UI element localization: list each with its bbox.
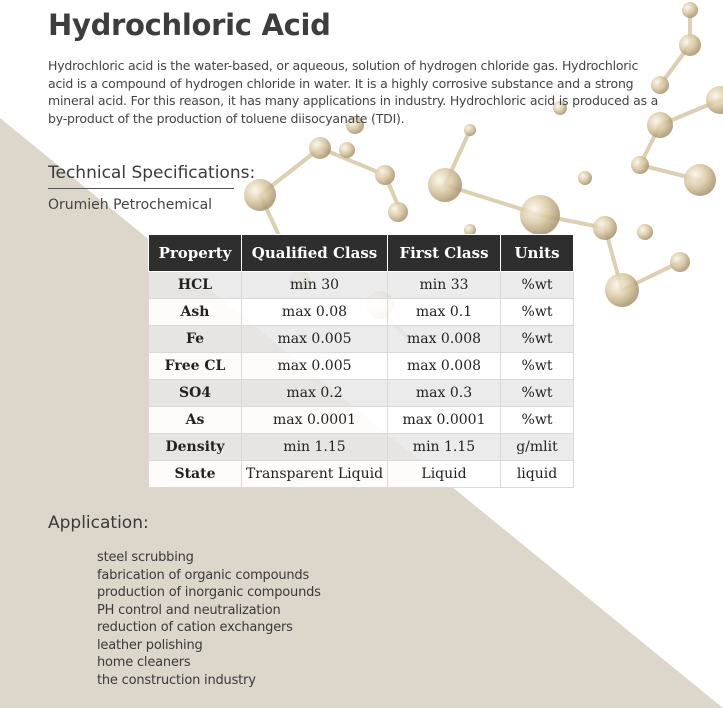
header-first-class: First Class bbox=[388, 235, 501, 272]
qualified-class-cell: min 30 bbox=[242, 272, 388, 299]
units-cell: g/mlit bbox=[501, 434, 574, 461]
specifications-table bbox=[148, 234, 574, 488]
property-cell: Free CL bbox=[149, 353, 242, 380]
property-cell: SO4 bbox=[149, 380, 242, 407]
property-cell: Fe bbox=[149, 326, 242, 353]
units-cell: liquid bbox=[501, 461, 574, 488]
qualified-class-cell: max 0.0001 bbox=[242, 407, 388, 434]
list-item: PH control and neutralization bbox=[97, 602, 281, 618]
property-cell: State bbox=[149, 461, 242, 488]
specifications-heading: Technical Specifications: bbox=[48, 163, 256, 183]
units-cell: %wt bbox=[501, 299, 574, 326]
property-cell: HCL bbox=[149, 272, 242, 299]
units-cell: %wt bbox=[501, 326, 574, 353]
qualified-class-cell: max 0.2 bbox=[242, 380, 388, 407]
list-item: leather polishing bbox=[97, 637, 203, 653]
property-cell: As bbox=[149, 407, 242, 434]
first-class-cell: max 0.008 bbox=[388, 326, 501, 353]
table-row bbox=[149, 461, 574, 488]
property-cell: Ash bbox=[149, 299, 242, 326]
first-class-cell: min 33 bbox=[388, 272, 501, 299]
list-item: steel scrubbing bbox=[97, 550, 194, 565]
header-qualified-class: Qualified Class bbox=[242, 235, 388, 272]
qualified-class-cell: max 0.005 bbox=[242, 326, 388, 353]
table-row bbox=[149, 299, 574, 326]
intro-paragraph: Hydrochloric acid is the water-based, or aqueous, solution of hydrogen chloride gas. Hydrochloric acid is a compound of hydrogen chloride in water. It is a highly corrosive substance and a strong mineral acid. For this reason, it has many applications in industry. Hydrochloric acid is produced as a by-product of the production of toluene diisocyanate (TDI). bbox=[48, 58, 659, 126]
qualified-class-cell: max 0.08 bbox=[242, 299, 388, 326]
units-cell: %wt bbox=[501, 407, 574, 434]
property-cell: Density bbox=[149, 434, 242, 461]
table-row bbox=[149, 380, 574, 407]
heading-underline bbox=[48, 188, 234, 189]
list-item: production of inorganic compounds bbox=[97, 585, 321, 600]
list-item: reduction of cation exchangers bbox=[97, 620, 293, 635]
table-row bbox=[149, 353, 574, 380]
table-row bbox=[149, 434, 574, 461]
first-class-cell: max 0.1 bbox=[388, 299, 501, 326]
table-row bbox=[149, 272, 574, 299]
application-list bbox=[97, 549, 321, 689]
units-cell: %wt bbox=[501, 272, 574, 299]
list-item: home cleaners bbox=[97, 655, 191, 670]
page-title: Hydrochloric Acid bbox=[48, 8, 331, 42]
first-class-cell: min 1.15 bbox=[388, 434, 501, 461]
first-class-cell: max 0.3 bbox=[388, 380, 501, 407]
header-property: Property bbox=[149, 235, 242, 272]
table-row bbox=[149, 326, 574, 353]
qualified-class-cell: Transparent Liquid bbox=[242, 461, 388, 488]
qualified-class-cell: max 0.005 bbox=[242, 353, 388, 380]
list-item: the construction industry bbox=[97, 672, 256, 688]
table-row bbox=[149, 407, 574, 434]
units-cell: %wt bbox=[501, 353, 574, 380]
list-item: fabrication of organic compounds bbox=[97, 567, 310, 583]
producer-name: Orumieh Petrochemical bbox=[48, 197, 213, 213]
first-class-cell: max 0.0001 bbox=[388, 407, 501, 434]
application-heading: Application: bbox=[48, 513, 149, 533]
units-cell: %wt bbox=[501, 380, 574, 407]
header-units: Units bbox=[501, 235, 574, 272]
first-class-cell: max 0.008 bbox=[388, 353, 501, 380]
qualified-class-cell: min 1.15 bbox=[242, 434, 388, 461]
first-class-cell: Liquid bbox=[388, 461, 501, 488]
table-header-row bbox=[149, 235, 574, 272]
